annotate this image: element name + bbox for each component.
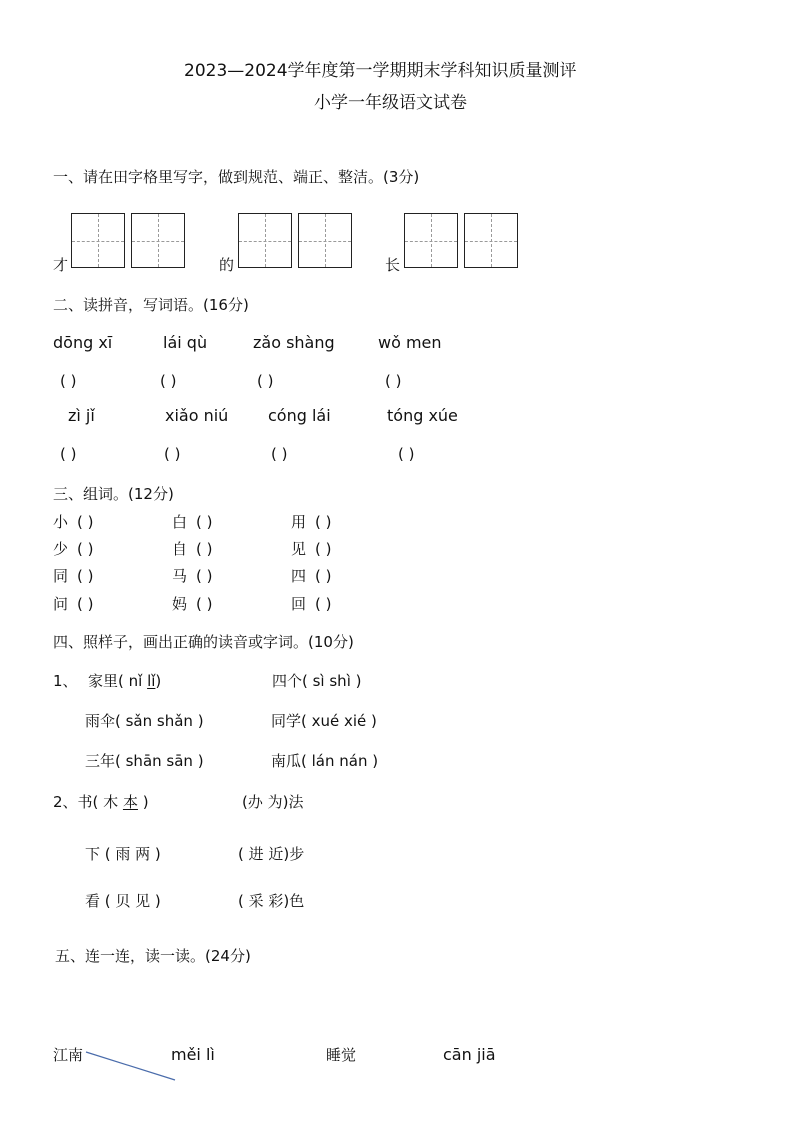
answer-blank[interactable]: ( ) [385, 372, 402, 390]
section-2-heading: 二、读拼音，写词语。(16分) [53, 296, 249, 314]
word-char: 马 [172, 567, 188, 585]
choice-item[interactable]: 四个( sì shì ) [272, 672, 362, 690]
answer-blank[interactable]: ( ) [315, 513, 332, 531]
choice-item[interactable]: 南瓜( lán nán ) [271, 752, 379, 770]
word-char: 小 [53, 513, 69, 531]
example-answer: lǐ [147, 672, 156, 690]
s1-char-3: 长 [385, 256, 401, 274]
section-1-heading: 一、请在田字格里写字，做到规范、端正、整洁。(3分) [53, 168, 420, 186]
answer-blank[interactable]: ( ) [398, 445, 415, 463]
choice-text: ) [137, 793, 149, 811]
answer-blank[interactable]: ( ) [77, 513, 94, 531]
word-char: 四 [291, 567, 307, 585]
match-item[interactable]: cān jiā [443, 1045, 496, 1064]
section-3-heading: 三、组词。(12分) [53, 485, 174, 503]
section-4-heading: 四、照样子，画出正确的读音或字词。(10分) [53, 633, 354, 651]
choice-text: 2、书( 木 [53, 793, 123, 811]
pinyin-8: tóng xúe [387, 406, 458, 425]
answer-blank[interactable]: ( ) [315, 595, 332, 613]
pinyin-2: lái qù [163, 333, 208, 352]
choice-item[interactable]: 雨伞( sǎn shǎn ) [85, 712, 204, 730]
choice-item[interactable]: ( 采 彩)色 [238, 892, 305, 910]
pinyin-4: wǒ men [378, 333, 442, 352]
choice-item[interactable]: 下 ( 雨 两 ) [85, 845, 161, 863]
answer-blank[interactable]: ( ) [196, 513, 213, 531]
choice-item[interactable]: 看 ( 贝 见 ) [85, 892, 161, 910]
word-char: 问 [53, 595, 69, 613]
choice-text: 家里( nǐ [88, 672, 148, 690]
answer-blank[interactable]: ( ) [196, 595, 213, 613]
word-char: 回 [291, 595, 307, 613]
page-subtitle: 小学一年级语文试卷 [314, 93, 467, 113]
answer-blank[interactable]: ( ) [196, 540, 213, 558]
choice-item[interactable]: 同学( xué xié ) [271, 712, 377, 730]
pinyin-5: zì jǐ [68, 406, 95, 425]
answer-blank[interactable]: ( ) [257, 372, 274, 390]
answer-blank[interactable]: ( ) [77, 567, 94, 585]
s1-char-2: 的 [219, 256, 235, 274]
choice-text: ) [155, 672, 162, 690]
answer-blank[interactable]: ( ) [60, 445, 77, 463]
word-char: 同 [53, 567, 69, 585]
pinyin-1: dōng xī [53, 333, 113, 352]
choice-item[interactable]: 三年( shān sān ) [85, 752, 204, 770]
page-title: 2023—2024学年度第一学期期末学科知识质量测评 [184, 61, 577, 81]
question-number: 1、 [53, 672, 78, 690]
word-char: 白 [172, 513, 188, 531]
section-5-heading: 五、连一连，读一读。(24分) [55, 947, 251, 965]
pinyin-7: cóng lái [268, 406, 331, 425]
answer-blank[interactable]: ( ) [164, 445, 181, 463]
example-answer: 本 [122, 793, 138, 811]
answer-blank[interactable]: ( ) [77, 540, 94, 558]
word-char: 见 [291, 540, 307, 558]
answer-blank[interactable]: ( ) [196, 567, 213, 585]
match-item[interactable]: měi lì [171, 1045, 215, 1064]
word-char: 妈 [172, 595, 188, 613]
s1-char-1: 才 [53, 256, 69, 274]
choice-item[interactable]: (办 为)法 [242, 793, 304, 811]
answer-blank[interactable]: ( ) [60, 372, 77, 390]
pinyin-6: xiǎo niú [165, 406, 229, 425]
word-char: 少 [53, 540, 69, 558]
word-char: 用 [291, 513, 307, 531]
answer-blank[interactable]: ( ) [77, 595, 94, 613]
answer-blank[interactable]: ( ) [315, 540, 332, 558]
answer-blank[interactable]: ( ) [315, 567, 332, 585]
pinyin-3: zǎo shàng [253, 333, 335, 352]
match-item[interactable]: 江南 [53, 1046, 84, 1064]
answer-blank[interactable]: ( ) [160, 372, 177, 390]
word-char: 自 [172, 540, 188, 558]
match-item[interactable]: 睡觉 [326, 1046, 357, 1064]
answer-blank[interactable]: ( ) [271, 445, 288, 463]
choice-item[interactable]: ( 进 近)步 [238, 845, 305, 863]
